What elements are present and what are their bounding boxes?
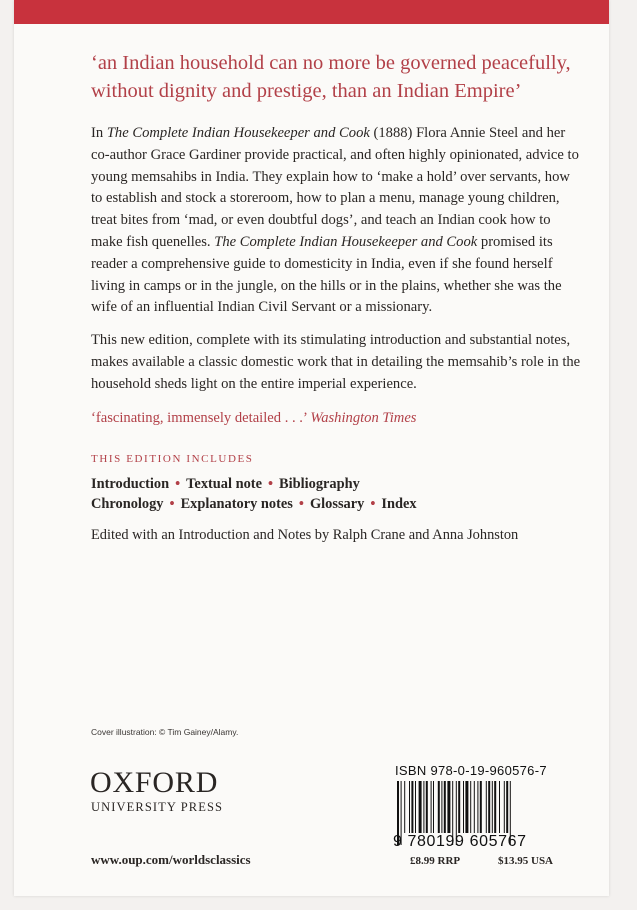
bullet-icon: • bbox=[175, 475, 181, 492]
book-title-italic-2: The Complete Indian Housekeeper and Cook bbox=[214, 233, 478, 250]
book-back-cover bbox=[14, 0, 609, 896]
edited-by-line: Edited with an Introduction and Notes by Ralph Crane and Anna Johnston bbox=[91, 526, 519, 543]
includes-item: Bibliography bbox=[279, 475, 360, 492]
review-quote bbox=[91, 407, 581, 429]
bullet-icon: • bbox=[267, 475, 274, 492]
book-title-italic: The Complete Indian Housekeeper and Cook bbox=[106, 125, 370, 141]
price-gbp: £8.99 RRP bbox=[410, 855, 461, 867]
top-color-band bbox=[14, 0, 609, 24]
review-source: Washington Times bbox=[310, 409, 417, 426]
publisher-logo: OXFORD bbox=[90, 766, 219, 799]
price-usd: $13.95 USA bbox=[498, 855, 554, 867]
includes-row-1 bbox=[91, 474, 581, 494]
bullet-icon: • bbox=[169, 495, 175, 512]
bullet-icon: • bbox=[370, 495, 376, 512]
description-paragraph-1 bbox=[91, 123, 581, 319]
includes-item: Introduction bbox=[91, 475, 170, 492]
cover-illustration-credit: Cover illustration: © Tim Gainey/Alamy. bbox=[91, 727, 239, 737]
review-text: ‘fascinating, immensely detailed . . .’ bbox=[91, 409, 311, 426]
description-paragraph-2: This new edition, complete with its stimulating introduction and substantial notes, makes available a classic domestic work that in detailing the memsahib’s role in the household sheds light on the entire imperial experience. bbox=[91, 332, 581, 392]
cover-text bbox=[91, 50, 581, 544]
includes-item: Glossary bbox=[309, 495, 365, 512]
publisher-url: www.oup.com/worldsclassics bbox=[91, 852, 251, 867]
pull-quote: ‘an Indian household can no more be governed peacefully, without dignity and prestige, than an Indian Empire’ bbox=[91, 52, 571, 102]
isbn-label: ISBN 978-0-19-960576-7 bbox=[395, 763, 547, 778]
bullet-icon: • bbox=[298, 495, 304, 512]
includes-item: Textual note bbox=[186, 475, 262, 492]
includes-row-2 bbox=[91, 494, 581, 514]
includes-item: Index bbox=[381, 495, 417, 512]
para1-part-a: In bbox=[91, 125, 107, 141]
publisher-subtitle: UNIVERSITY PRESS bbox=[91, 800, 224, 814]
para1-part-b: (1888) Flora Annie Steel and her co-author Grace Gardiner provide practical, and often highly opinionated, advice to young memsahibs in India. They explain how to ‘make a hold’ over servants, how to establish and stock a storeroom, how to plan a menu, manage young children, treat bites from ‘mad, or even doubtful dogs’, and teach an Indian cook how to make fish quenelles. bbox=[91, 125, 579, 250]
barcode-digits: 9 780199 605767 bbox=[393, 833, 527, 850]
includes-item: Explanatory notes bbox=[180, 495, 293, 512]
para1-part-c: promised its reader a comprehensive guide to domesticity in India, even if she found herself living in camps or in the jungle, on the hills or in the plains, whether she was the wife of an influential Indian Civil Servant or a missionary. bbox=[91, 233, 562, 316]
includes-item: Chronology bbox=[91, 495, 164, 512]
includes-heading: THIS EDITION INCLUDES bbox=[91, 452, 254, 465]
